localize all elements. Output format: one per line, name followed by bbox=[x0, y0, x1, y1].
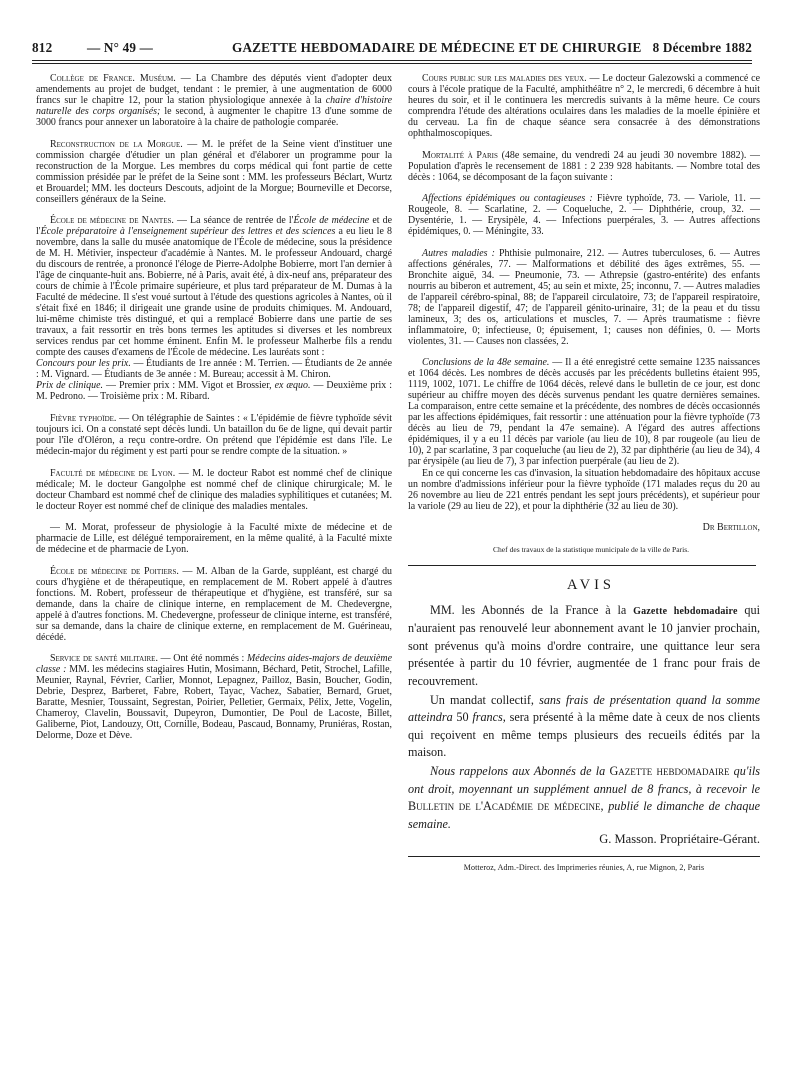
article-text: — Il a été enregistré cette semaine 1235 naissances et 1064 décès. Les nombres de décès accusés par les précédents bulletins étaient 995, 1119, 1002, 1071. Le chiffre de 1064 décès, relevé dans le bulletin de ce jour, est donc supérieur au chiffre moyen des décès survenus pendant les quatre dernières semaines. La comparaison, entre cette semaine et la précédente, des nombres de décès occasionnés par les affections épidémiques, fait ressortir : une atténuation pour la fièvre typhoïde (73 décès au lieu de 79, pendant la 47e semaine). A l'égard des autres affections épidémiques, il y a eu 11 décès par variole (au lieu de 10), 8 par rougeole (au lieu de 10), 2 par scarlatine, 3 par coqueluche (au lieu de 2), 32 par diphthérie (au lieu de 34), 4 par érysipèle (au lieu de 7), 3 par infection puerpérale (au lieu de 2). bbox=[408, 357, 760, 468]
article-heading: Cours public sur les maladies des yeux. bbox=[422, 73, 587, 84]
article-italic: chaire d'histoire naturelle des corps organisés; bbox=[36, 95, 392, 118]
avis-journal-name: Gazette hebdomadaire bbox=[633, 605, 738, 617]
printer-footer: Motteroz, Adm.-Direct. des Imprimeries réunies, A, rue Mignon, 2, Paris bbox=[463, 862, 705, 872]
avis-title: AVIS bbox=[567, 577, 615, 594]
avis-italic: francs, bbox=[472, 710, 506, 725]
signature-subtitle: Chef des travaux de la statistique municipale de la ville de Paris. bbox=[492, 544, 690, 554]
article-text: — Deuxième prix : M. Pedrono. — Troisième prix : M. Ribard. bbox=[36, 380, 393, 403]
header-rule-thin bbox=[32, 63, 752, 64]
article-italic: Affections épidémiques ou contagieuses : bbox=[422, 193, 593, 205]
article-mortalite bbox=[408, 150, 760, 183]
avis-rule bbox=[408, 565, 756, 566]
article-italic: Conclusions de la 48e semaine. bbox=[422, 357, 550, 369]
article-text: — La séance de rentrée de l' bbox=[173, 215, 294, 227]
article-lyon bbox=[36, 468, 392, 512]
article-text: En ce qui concerne les cas d'invasion, la situation hebdomadaire des hôpitaux accuse un nombre d'admissions inférieur pour la fièvre typhoïde (171 malades reçus du 20 au 26 novembre au lieu de 221 entrés pendant les sept jours précédents), et supérieur pour la variole (29 au lieu de 22), et pour la diphthérie (32 au lieu de 30). bbox=[408, 467, 760, 512]
avis-paragraph bbox=[408, 602, 760, 691]
article-poitiers bbox=[36, 566, 392, 643]
article-italic: Médecins aides-majors de deuxième classe : bbox=[36, 653, 392, 676]
article-italic: ex æquo. bbox=[274, 380, 311, 392]
footer-rule bbox=[408, 856, 760, 857]
article-heading: Service de santé militaire. bbox=[50, 653, 158, 665]
article-college-de-france bbox=[36, 73, 392, 128]
avis-paragraph bbox=[408, 692, 760, 762]
page-header bbox=[32, 40, 752, 56]
article-italic: Concours pour les prix. bbox=[36, 358, 131, 370]
article-sante-militaire bbox=[36, 653, 392, 741]
avis-notice bbox=[408, 602, 760, 834]
right-column bbox=[408, 73, 760, 873]
article-text: — M. Alban de la Garde, suppléant, est chargé du cours d'hygiène et de thérapeutique, en remplacement de M. Robert appelé à d'autres fonctions. M. Robert, professeur de thérapeutique et d'hygiène, est transféré, sur sa demande, dans la chaire de clinique interne, en remplacement de M. Chedevergne, appelé à d'autres fonctions. M. Chedevergne, professeur de clinique interne, est transféré, sur sa demande, dans la chaire de clinique externe, en remplacement de M. Guérineau, décédé. bbox=[36, 565, 393, 643]
avis-text: MM. les Abonnés de la France à la bbox=[430, 602, 634, 617]
article-text: MM. les médecins stagiaires Hutin, Mosimann, Béchard, Petit, Strochel, Lafille, Meunier, Raynal, Février, Carlier, Monnot, Lepagnez, Pailloz, Basin, Boucher, Godin, Debrie, Desprez, Barberet, Fabre, Robert, Tayac, Vachez, Sabatier, Bernard, Gruet, Baratte, Mesnier, Toussaint, Segrestan, Poirier, Pelletier, Germaix, Pélix, Jette, Vogelin, Chameroy, Clavelin, Boussavit, Dupeyron, Dumontier, De Poul de Lacoste, Billet, Galiberne, Piot, Landouzy, Ott, Cornille, Bodeau, Pascaud, Bonnamy, Pruniéras, Rostan, Delorme, Doze et Dève. bbox=[36, 664, 392, 742]
article-text: — Ont été nommés : bbox=[157, 653, 248, 665]
journal-title: GAZETTE HEBDOMADAIRE DE MÉDECINE ET DE CHIRURGIE bbox=[232, 40, 642, 55]
header-rule bbox=[32, 60, 752, 61]
article-text: a eu lieu le 8 novembre, dans la salle du musée anatomique de l'École de médecine, sous la présidence de M. H. Métivier, inspecteur d'académie à Nantes. M. le professeur Andouard, chargé du discours de rentrée, a prononcé l'éloge de Pierre-Adolphe Bobierre, mort l'an dernier à l'âge de cinquante-huit ans. Bobierre, né à Paris, avait été, à dix-neuf ans, préparateur des cours de chimie à l'École primaire supérieure, et plus tard préparateur de M. Dumas à la Faculté de médecine. Il s'est voué surtout à l'étude des questions agricoles à Nantes, où il s'était fixé en 1846; il dirigeait une grande usine de produits chimiques. M. Andouard, lui-même chimiste très distingué, et qui a remplacé Bobierre dans une partie de ses travaux, a fait ressortir en très bons termes les aptitudes si diverses et les nombreux services rendus par cet homme éminent. Enfin M. le professeur Malherbe fils a rendu compte des causes d'examens de l'École de médecine. Les lauréats sont : bbox=[36, 226, 392, 359]
article-morgue bbox=[36, 139, 392, 205]
issue-number: — N° 49 — bbox=[87, 40, 154, 55]
article-italic: Autres maladies : bbox=[422, 247, 495, 259]
article-text: — M. le préfet de la Seine vient d'instituer une commission chargée d'étudier un plan général et d'élaborer un programme pour la reconstruction de la Morgue. Les membres du corps médical qui font partie de cette commission présidée par le préfet de la Seine sont : MM. les professeurs Béclart, Wurtz et Brouardel; MM. les docteurs Descouts, adjoint de la Morgue; Bourneville et Decorse, conseillers généraux de la Seine. bbox=[36, 138, 392, 205]
article-heading: École de médecine de Poitiers. bbox=[50, 565, 179, 577]
article-text: — M. Morat, professeur de physiologie à la Faculté mixte de médecine et de pharmacie de Lille, est délégué temporairement, en la même qualité, à la Faculté mixte de médecine et de pharmacie de Lyon. bbox=[36, 522, 392, 556]
article-affections-epidemiques bbox=[408, 193, 760, 237]
avis-text: qui n'auraient pas renouvelé leur abonnement avant le 10 janvier prochain, sont prévenus qu'à moins d'ordre contraire, une quittance leur sera présentée à partir du 10 février, augmentée de 1 franc pour frais de recouvrement. bbox=[408, 602, 760, 688]
issue-date: 8 Décembre 1882 bbox=[652, 40, 752, 55]
article-heading: Mortalité à Paris bbox=[422, 149, 498, 161]
article-heading: Faculté de médecine de Lyon. bbox=[50, 467, 176, 479]
article-text: — Premier prix : MM. Vigot et Brossier, bbox=[103, 380, 275, 392]
avis-text: sera présenté à la même date à ceux de nos clients qui reçoivent en même temps plusieurs des recueils édités par la maison. bbox=[408, 710, 760, 760]
article-text: — Le docteur Galezowski a commencé ce cours à l'école pratique de la Faculté, amphithéâtre n° 2, le mercredi, 6 décembre à huit heures du soir, et il le continuera les mercredis suivants à la même heure. Ce cours comprendra l'étude des altérations oculaires dans les maladies de la moelle épinière et du cerveau. La fin de chaque séance sera consacrée à des démonstrations ophthalmoscopiques. bbox=[408, 73, 760, 140]
article-morat bbox=[36, 522, 392, 555]
article-heading: École de médecine de Nantes. bbox=[50, 215, 174, 227]
publisher-signature: G. Masson. Propriétaire-Gérant. bbox=[599, 832, 760, 847]
avis-paragraph bbox=[408, 763, 760, 833]
article-maladies-des-yeux bbox=[408, 73, 760, 139]
article-text: — La Chambre des députés vient d'adopter deux amendements au projet de budget, tendant : le premier, à une augmentation de 6000 francs sur le chapitre 12, pour la station physiologique annexée à la bbox=[36, 73, 392, 107]
avis-italic: sans frais de présentation quand la somme atteindra bbox=[408, 692, 760, 725]
article-text: — Étudiants de 1re année : M. Terrien. — Étudiants de 2e année : M. Vignard. — Étudiants de 3e année : M. Bureau; accessit à M. Chiron. bbox=[36, 358, 392, 381]
left-column bbox=[36, 73, 392, 752]
avis-journal-name: Gazette hebdomadaire bbox=[605, 763, 734, 778]
article-autres-maladies bbox=[408, 248, 760, 347]
avis-italic: publié le dimanche de chaque semaine. bbox=[408, 799, 760, 831]
avis-italic: qu'ils ont droit, moyennant un supplément annuel de 8 francs, à recevoir le bbox=[408, 763, 760, 796]
article-text: le second, à augmenter le chapitre 13 d'une somme de 3000 francs pour annexer un laboratoire à la chaire de pathologie comparée. bbox=[36, 106, 392, 129]
article-fievre-typhoide bbox=[36, 413, 392, 457]
avis-text: 50 bbox=[452, 710, 473, 725]
article-italic: Prix de clinique. bbox=[36, 380, 103, 392]
article-text: — On télégraphie de Saintes : « L'épidémie de fièvre typhoïde sévit toujours ici. On a constaté sept décès lundi. Un bataillon du 6e de ligne, qui devait partir pour l'île d'Oléron, a reçu contre-ordre. On prétend que l'épidémie est dans l'île. Le médecin-major du régiment y est parti pour se rendre compte de la situation. » bbox=[36, 412, 392, 457]
signature-bertillon: Dr Bertillon, bbox=[702, 522, 760, 534]
article-italic: École de médecine bbox=[293, 215, 370, 227]
avis-bulletin-name: Bulletin de l'Académie de médecine, bbox=[408, 799, 609, 814]
avis-italic: Nous rappelons aux Abonnés de la bbox=[430, 763, 606, 778]
article-invasion bbox=[408, 468, 760, 512]
article-text: Phthisie pulmonaire, 212. — Autres tuberculoses, 6. — Autres affections générales, 77. — Malformations et débilité des âges extrêmes, 55. — Bronchite aiguë, 34. — Pneumonie, 73. — Athrepsie (gastro-entérite) des enfants nourris au biberon et autrement, 45; au sein et mixte, 25; inconnu, 7. — Autres maladies de l'appareil cérébro-spinal, 88; de l'appareil circulatoire, 73; de l'appareil respiratoire, 78; de l'appareil digestif, 47; de l'appareil génito-urinaire, 31; de la peau et du tissu lamineux, 3; des os, articulations et muscles, 7. — Après traumatisme : fièvre inflammatoire, 0; infectieuse, 0; épuisement, 1; causes non définies, 0. — Morts violentes, 31. — Causes non classées, 2. bbox=[408, 247, 760, 347]
article-text: — M. le docteur Rabot est nommé chef de clinique médicale; M. le docteur Gangolphe est nommé chef de clinique chirurgicale; M. le docteur Chambard est nommé chef de clinique des maladies syphilitiques et cutanées; M. le docteur Royer est nommé chef de clinique des maladies mentales. bbox=[36, 467, 392, 512]
article-conclusions bbox=[408, 357, 760, 467]
article-text: et de l' bbox=[36, 215, 392, 238]
article-heading: Collège de France. Muséum. bbox=[50, 73, 176, 84]
page-number: 812 bbox=[32, 40, 53, 55]
article-heading: Fièvre typhoïde. bbox=[50, 412, 117, 424]
article-text: Fièvre typhoïde, 73. — Variole, 11. — Rougeole, 8. — Scarlatine, 2. — Coqueluche, 2. — Diphthérie, croup, 32. — Dysentérie, 1. — Erysipèle, 4. — Infections puerpérales, 3. — Autres affections épidémiques, 0. — Méningite, 33. bbox=[408, 193, 761, 238]
avis-text: Un mandat collectif, bbox=[430, 692, 540, 707]
article-heading: Reconstruction de la Morgue. bbox=[50, 138, 183, 150]
article-italic: École préparatoire à l'enseignement supérieur des lettres et des sciences bbox=[40, 226, 336, 238]
article-nantes bbox=[36, 215, 392, 402]
article-text: (48e semaine, du vendredi 24 au jeudi 30 novembre 1882). — Population d'après le recensement de 1881 : 2 239 928 habitants. — Nombre total des décès : 1064, se décomposant de la façon suivante : bbox=[408, 149, 760, 183]
